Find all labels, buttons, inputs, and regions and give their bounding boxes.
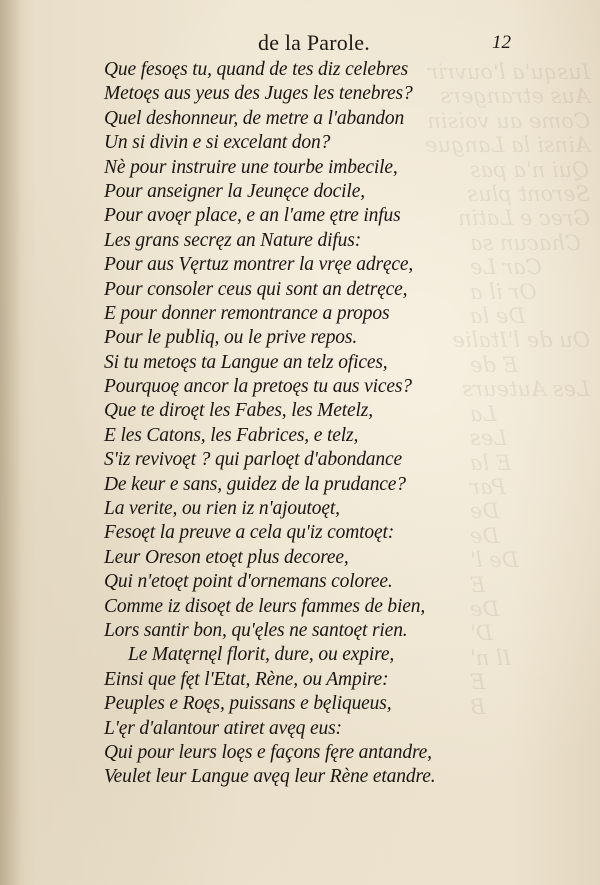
verse-line: Si tu metoęs ta Langue an telz ofices, xyxy=(104,351,388,373)
verse-line: Metoęs aus yeus des Juges les tenebres? xyxy=(104,83,413,105)
verse-line: E les Catons, les Fabrices, e telz, xyxy=(104,424,359,446)
bleed-through-line: Seront plus xyxy=(467,182,590,207)
bleed-through-line: La xyxy=(470,401,497,426)
bleed-through-line: Ainsi la Langue xyxy=(425,133,590,158)
verse-line: Qui n'etoęt point d'ornemans coloree. xyxy=(104,571,393,593)
bleed-through-line: Il n' xyxy=(470,645,511,670)
bleed-through-line: De la xyxy=(470,304,526,329)
bleed-through-line: Par xyxy=(470,474,506,499)
bleed-through-text xyxy=(425,60,590,780)
verse-line: Le Matęrnęl florit, dure, ou expire, xyxy=(128,644,395,666)
verse-line: Veulet leur Langue avęq leur Rène etandre. xyxy=(104,766,436,788)
verse-line: Fesoęt la preuve a cela qu'iz comtoęt: xyxy=(104,522,395,544)
verse-line: Pourquoę ancor la pretoęs tu aus vices? xyxy=(104,376,412,398)
verse-line: E pour donner remontrance a propos xyxy=(104,302,390,324)
verse-line: Qui pour leurs loęs e façons fęre antandre, xyxy=(104,741,432,763)
bleed-through-line: Come au voisin xyxy=(427,108,590,133)
bleed-through-line: Qui n'a pas xyxy=(470,157,590,182)
verse-line: L'ęr d'alantour atiret avęq eus: xyxy=(104,717,342,739)
verse-line: Einsi que fęt l'Etat, Rène, ou Ampire: xyxy=(104,668,389,690)
verse-line: Leur Oreson etoęt plus decoree, xyxy=(104,546,349,568)
verse-line: La verite, ou rien iz n'ajoutoęt, xyxy=(104,498,340,520)
page-number: 12 xyxy=(492,32,511,53)
bleed-through-line: De l' xyxy=(470,548,519,573)
verse-line: Pour anseigner la Jeunęce docile, xyxy=(104,180,365,202)
bleed-through-line: E de xyxy=(470,352,518,377)
verse-line: Comme iz disoęt de leurs fammes de bien, xyxy=(104,595,426,617)
bleed-through-line: Chacun sa xyxy=(470,230,581,255)
verse-line: Peuples e Roęs, puissans e bęliqueus, xyxy=(104,693,392,715)
bleed-through-line: Ou de l'Italie xyxy=(452,328,590,353)
bleed-through-line: D' xyxy=(470,621,493,646)
verse-line: De keur e sans, guidez de la prudance? xyxy=(104,473,406,495)
verse-line: Pour le publiq, ou le prive repos. xyxy=(104,327,358,349)
bleed-through-line: Aus etrangers xyxy=(440,84,590,109)
bleed-through-line: B xyxy=(470,694,486,719)
bleed-through-line: Grec e Latin xyxy=(458,206,590,231)
bleed-through-line: De xyxy=(470,499,500,524)
page-header xyxy=(0,30,600,60)
verse-line: Que te diroęt les Fabes, les Metelz, xyxy=(104,400,373,422)
verse-line: Pour aus Vęrtuz montrer la vręe adręce, xyxy=(104,254,414,276)
verse-line: Quel deshonneur, de metre a l'abandon xyxy=(104,107,405,129)
bleed-through-line: Or il a xyxy=(470,279,537,304)
poem-text-block xyxy=(104,58,464,790)
verse-line: Pour avoęr place, e an l'ame ętre infus xyxy=(104,205,401,227)
bleed-through-line: Car Le xyxy=(470,255,542,280)
bleed-through-line: E la xyxy=(470,450,512,475)
bleed-through-line: E xyxy=(470,670,486,695)
verse-line: Un si divin e si excelant don? xyxy=(104,132,331,154)
verse-line: Les grans secręz an Nature difus: xyxy=(104,229,362,251)
verse-line: Pour consoler ceus qui sont an detręce, xyxy=(104,278,408,300)
running-title: de la Parole. xyxy=(258,30,370,55)
bleed-through-line: De xyxy=(470,596,500,621)
bleed-through-line: Les xyxy=(470,426,508,451)
bleed-through-line: Iusqu'a l'ouvrir xyxy=(428,60,590,84)
verse-line: Que fesoęs tu, quand de tes diz celebres xyxy=(104,59,409,80)
bleed-through-line: E xyxy=(470,572,486,597)
verse-line: S'iz revivoęt ? qui parloęt d'abondance xyxy=(104,449,402,471)
gutter-shadow xyxy=(0,0,22,885)
verse-line: Lors santir bon, qu'ęles ne santoęt rien. xyxy=(104,619,408,641)
bleed-through-line: De xyxy=(470,523,500,548)
bleed-through-line: Les Auteurs xyxy=(462,377,590,402)
verse-line: Nè pour instruire une tourbe imbecile, xyxy=(104,156,398,178)
